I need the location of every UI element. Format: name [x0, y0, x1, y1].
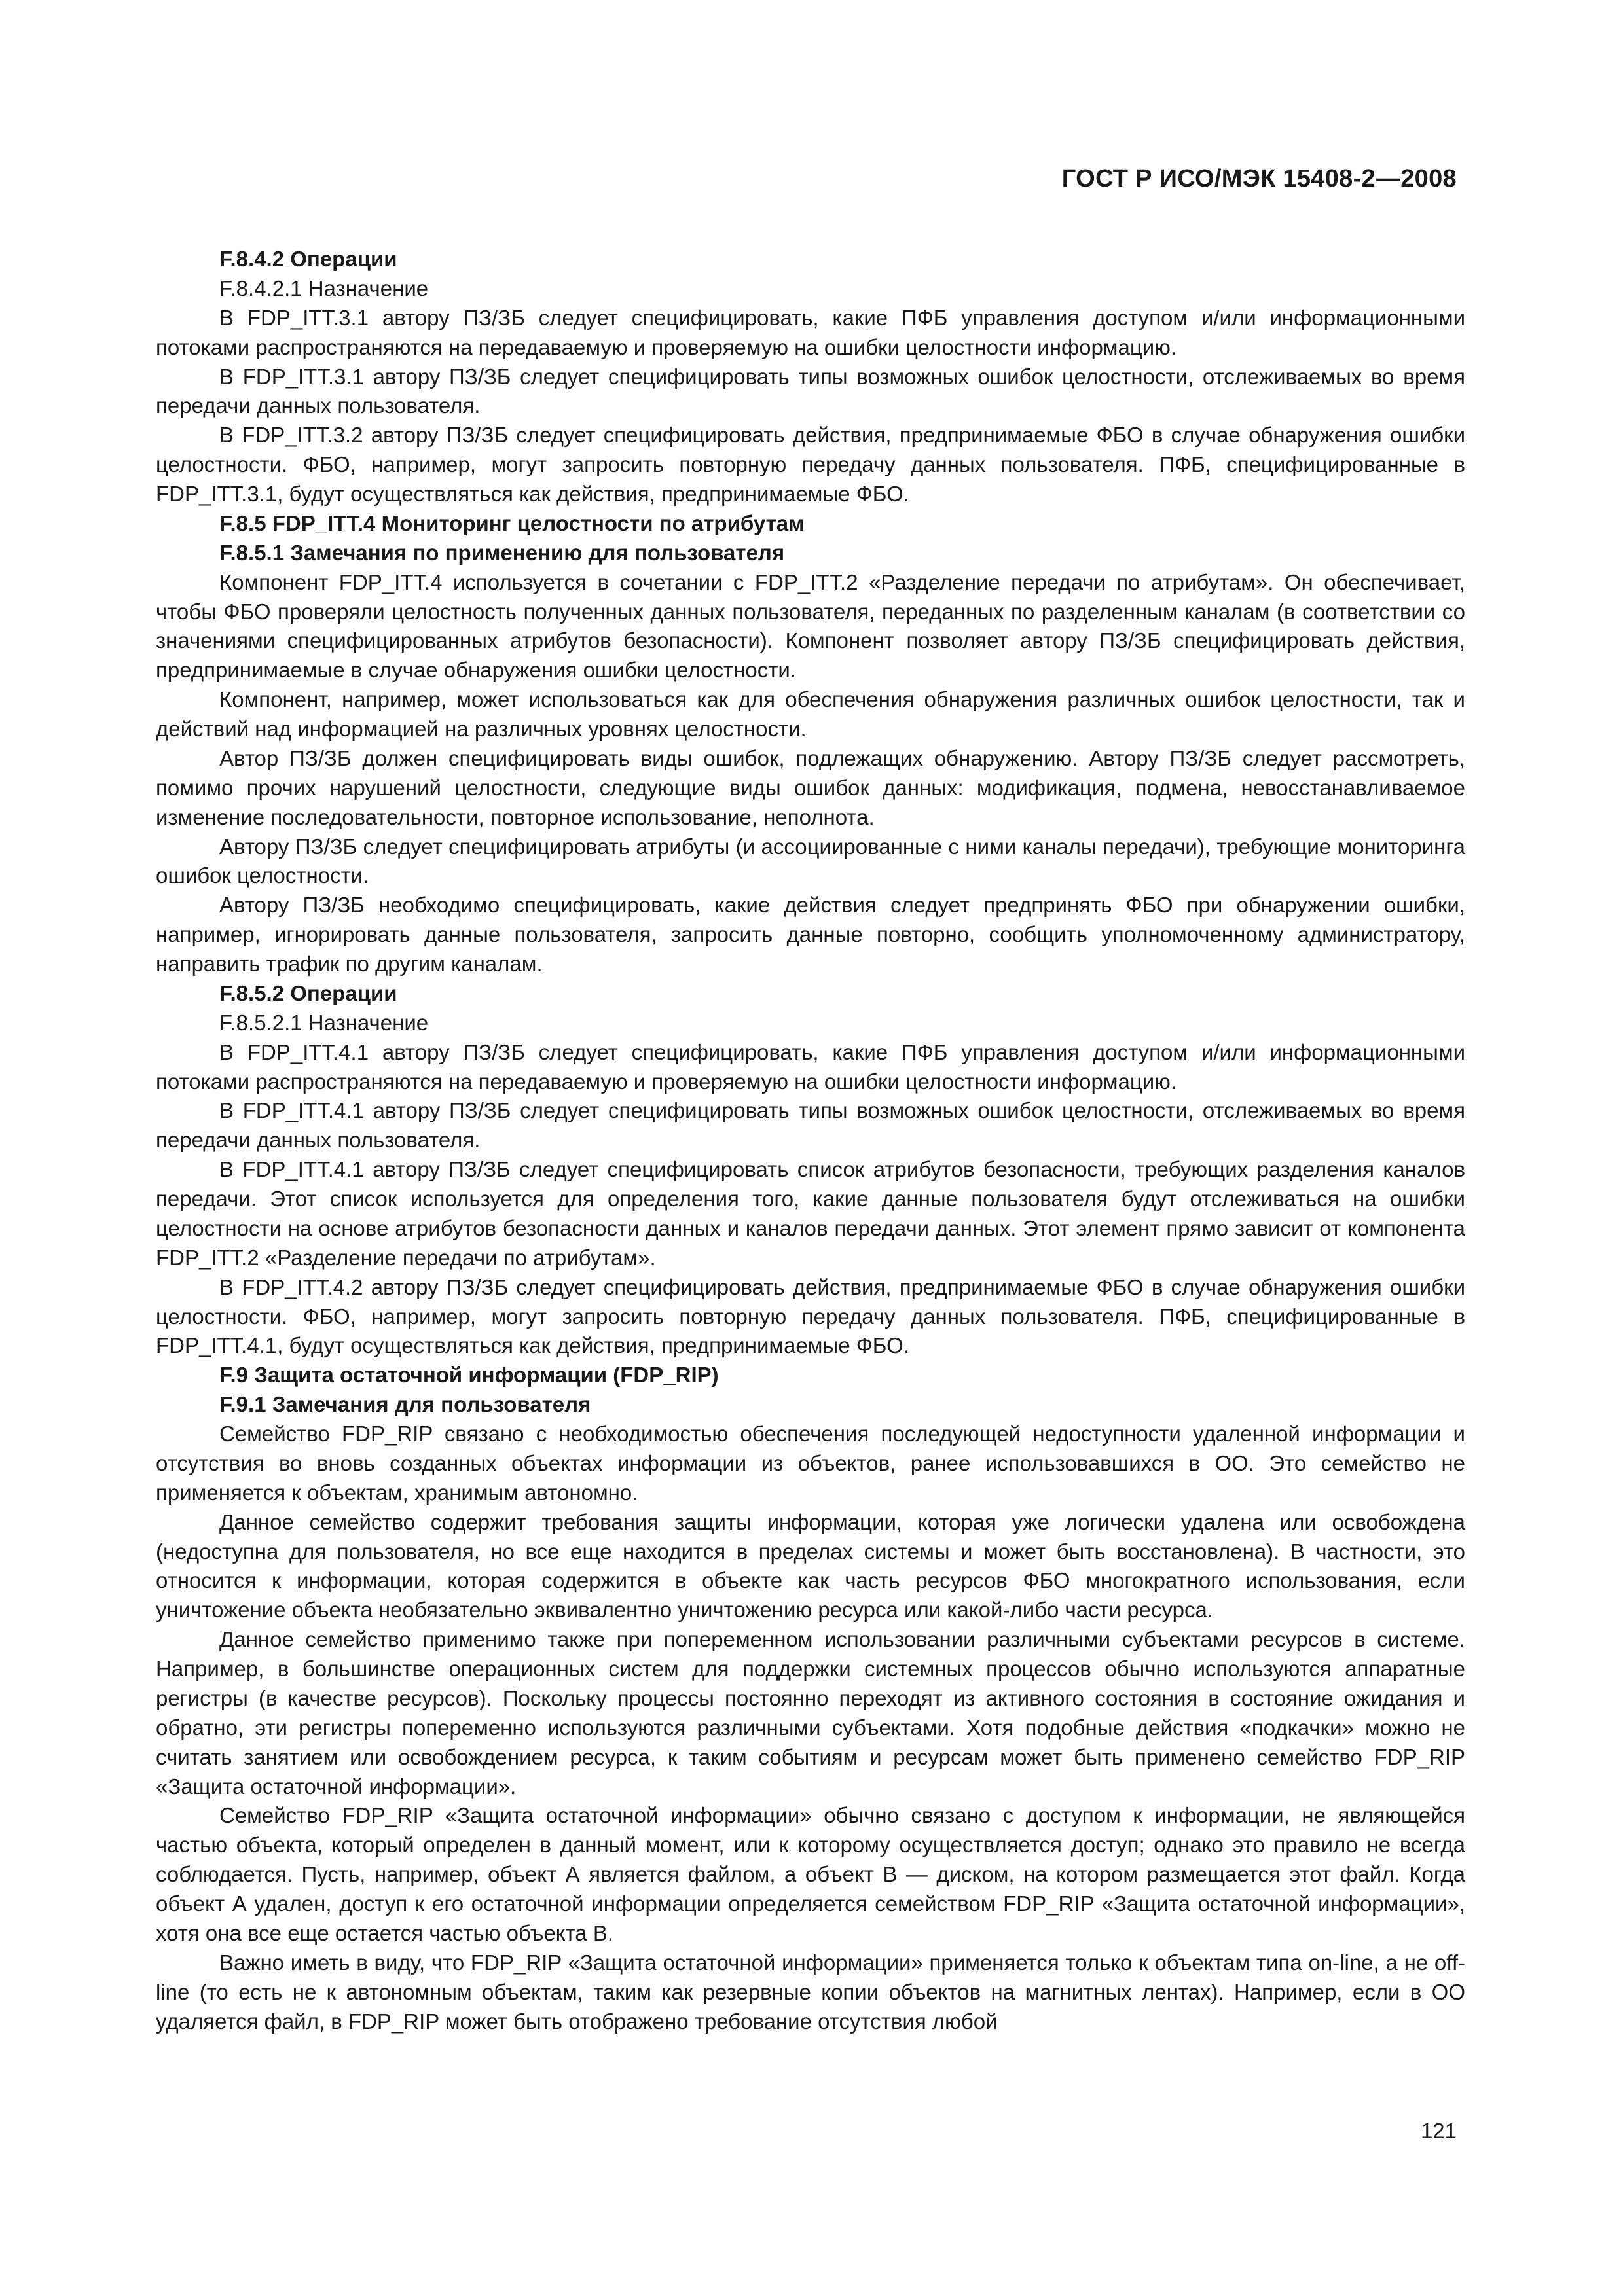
running-header-doc-code: ГОСТ Р ИСО/МЭК 15408-2—2008	[1061, 165, 1457, 192]
subsection-label: F.8.4.2.1 Назначение	[219, 276, 429, 300]
body-paragraph: Компонент, например, может использоваться как для обеспечения обнаружения различных ошибок целостности, так и действий над информацией на различных уровнях целостности.	[156, 687, 1465, 741]
body-paragraph: Важно иметь в виду, что FDP_RIP «Защита остаточной информации» применяется только к объектам типа on-line, а не off-line (то есть не к автономным объектам, таким как резервные копии объектов на магнитных лентах). Например, если в ОО удаляется файл, в FDP_RIP может быть отображено требование отсутствия любой	[156, 1950, 1465, 2034]
body-paragraph: В FDP_ITT.4.1 автору ПЗ/ЗБ следует специфицировать список атрибутов безопасности, требующих разделения каналов передачи. Этот список используется для определения того, какие данные пользователя будут отслеживаться на ошибки целостности на основе атрибутов безопасности данных и каналов передачи данных. Этот элемент прямо зависит от компонента FDP_ITT.2 «Разделение передачи по атрибутам».	[156, 1157, 1465, 1270]
body-paragraph: Автору ПЗ/ЗБ следует специфицировать атрибуты (и ассоциированные с ними каналы передачи), требующие мониторинга ошибок целостности.	[156, 834, 1465, 888]
section-heading: F.9.1 Замечания для пользователя	[219, 1392, 591, 1417]
section-heading: F.9 Защита остаточной информации (FDP_RIP)	[219, 1363, 719, 1388]
page-body	[156, 245, 1465, 2036]
section-heading: F.8.5.1 Замечания по применению для пользователя	[219, 540, 785, 565]
section-heading: F.8.5.2 Операции	[219, 980, 397, 1005]
body-paragraph: В FDP_ITT.4.1 автору ПЗ/ЗБ следует специфицировать типы возможных ошибок целостности, отслеживаемых во время передачи данных пользователя.	[156, 1098, 1465, 1153]
body-paragraph: В FDP_ITT.4.2 автору ПЗ/ЗБ следует специфицировать действия, предпринимаемые ФБО в случае обнаружения ошибки целостности. ФБО, например, могут запросить повторную передачу данных пользователя. ПФБ, специфицированные в FDP_ITT.4.1, будут осуществляться как действия, предпринимаемые ФБО.	[156, 1274, 1465, 1358]
body-paragraph: В FDP_ITT.4.1 автору ПЗ/ЗБ следует специфицировать, какие ПФБ управления доступом и/или информационными потоками распространяются на передаваемую и проверяемую на ошибки целостности информацию.	[156, 1039, 1465, 1094]
body-paragraph: В FDP_ITT.3.1 автору ПЗ/ЗБ следует специфицировать типы возможных ошибок целостности, отслеживаемых во время передачи данных пользователя.	[156, 364, 1465, 418]
body-paragraph: Автору ПЗ/ЗБ необходимо специфицировать, какие действия следует предпринять ФБО при обнаружении ошибки, например, игнорировать данные пользователя, запросить данные повторно, сообщить уполномоченному администратору, направить трафик по другим каналам.	[156, 893, 1465, 976]
section-heading: F.8.4.2 Операции	[219, 247, 397, 271]
body-paragraph: Компонент FDP_ITT.4 используется в сочетании с FDP_ITT.2 «Разделение передачи по атрибутам». Он обеспечивает, чтобы ФБО проверяли целостность полученных данных пользователя, переданных по разделенным каналам (в соответствии со значениями специфицированных атрибутов безопасности). Компонент позволяет автору ПЗ/ЗБ специфицировать действия, предпринимаемые в случае обнаружения ошибки целостности.	[156, 569, 1465, 683]
body-paragraph: Данное семейство содержит требования защиты информации, которая уже логически удалена или освобождена (недоступна для пользователя, но все еще находится в пределах системы и может быть восстановлена). В частности, это относится к информации, которая содержится в объекте как часть ресурсов ФБО многократного использования, если уничтожение объекта необязательно эквивалентно уничтожению ресурса или какой-либо части ресурса.	[156, 1509, 1465, 1623]
body-paragraph: В FDP_ITT.3.1 автору ПЗ/ЗБ следует специфицировать, какие ПФБ управления доступом и/или информационными потоками распространяются на передаваемую и проверяемую на ошибки целостности информацию.	[156, 305, 1465, 359]
body-paragraph: Автор ПЗ/ЗБ должен специфицировать виды ошибок, подлежащих обнаружению. Автору ПЗ/ЗБ следует рассмотреть, помимо прочих нарушений целостности, следующие виды ошибок данных: модификация, подмена, невосстанавливаемое изменение последовательности, повторное использование, неполнота.	[156, 745, 1465, 829]
body-paragraph: Данное семейство применимо также при попеременном использовании различными субъектами ресурсов в системе. Например, в большинстве операционных систем для поддержки системных процессов обычно используются аппаратные регистры (в качестве ресурсов). Поскольку процессы постоянно переходят из активного состояния в состояние ожидания и обратно, эти регистры попеременно используются различными субъектами. Хотя подобные действия «подкачки» можно не считать занятием или освобождением ресурса, к таким событиям и ресурсам может быть применено семейство FDP_RIP «Защита остаточной информации».	[156, 1627, 1465, 1799]
body-paragraph: Семейство FDP_RIP «Защита остаточной информации» обычно связано с доступом к информации, не являющейся частью объекта, который определен в данный момент, или к которому осуществляется доступ; однако это правило не всегда соблюдается. Пусть, например, объект А является файлом, а объект В — диском, на котором размещается этот файл. Когда объект А удален, доступ к его остаточной информации определяется семейством FDP_RIP «Защита остаточной информации», хотя она все еще остается частью объекта В.	[156, 1803, 1465, 1945]
body-paragraph: В FDP_ITT.3.2 автору ПЗ/ЗБ следует специфицировать действия, предпринимаемые ФБО в случае обнаружения ошибки целостности. ФБО, например, могут запросить повторную передачу данных пользователя. ПФБ, специфицированные в FDP_ITT.3.1, будут осуществляться как действия, предпринимаемые ФБО.	[156, 423, 1465, 506]
subsection-label: F.8.5.2.1 Назначение	[219, 1010, 429, 1035]
page-number: 121	[1420, 2119, 1457, 2143]
body-paragraph: Семейство FDP_RIP связано с необходимостью обеспечения последующей недоступности удаленной информации и отсутствия во вновь созданных объектах информации из объектов, ранее использовавшихся в ОО. Это семейство не применяется к объектам, хранимым автономно.	[156, 1422, 1465, 1505]
section-heading: F.8.5 FDP_ITT.4 Мониторинг целостности по атрибутам	[219, 511, 805, 535]
